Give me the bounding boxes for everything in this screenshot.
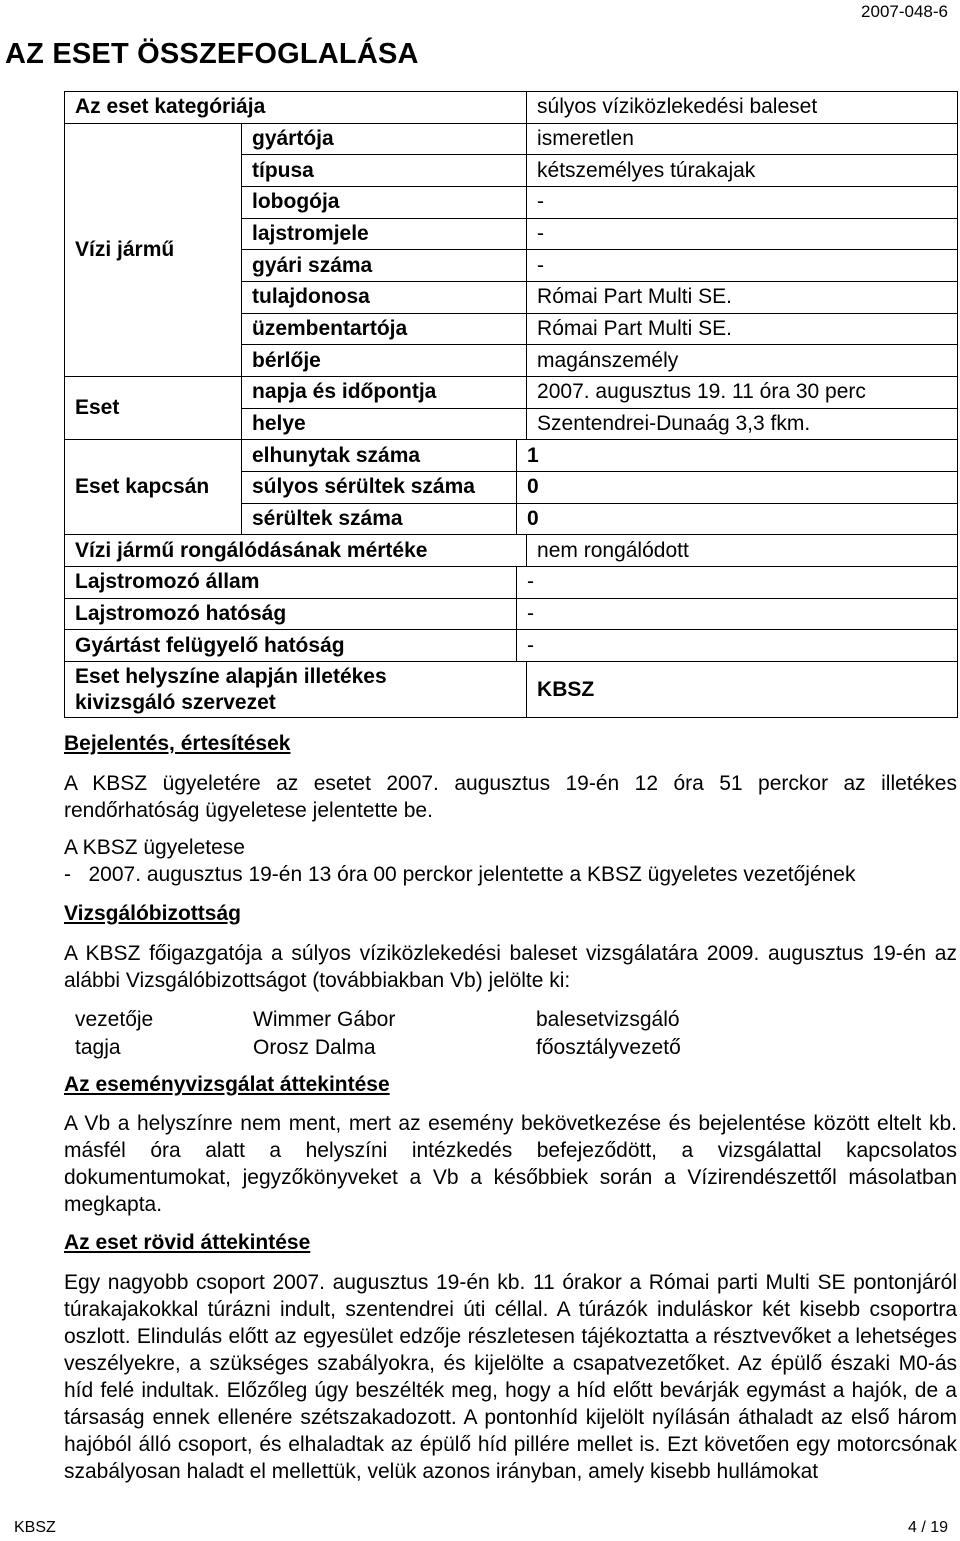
vessel-field-label: bérlője [242, 345, 527, 377]
table-row [65, 598, 958, 630]
committee-paragraph: A KBSZ főigazgatója a súlyos víziközlekedési baleset vizsgálatára 2009. augusztus 19-én az alábbi Vizsgálóbizottságot (továbbiakban Vb) jelölte ki: [64, 942, 957, 992]
page-title: AZ ESET ÖSSZEFOGLALÁSA [5, 38, 419, 70]
vessel-field-value: ismeretlen [527, 123, 958, 155]
table-row [64, 1034, 681, 1062]
page-number: 4 / 19 [907, 1519, 948, 1536]
investigator-label-line: kivizsgáló szervezet [75, 690, 276, 714]
related-label: Eset kapcsán [65, 440, 242, 535]
table-row [65, 630, 958, 662]
summary-table [64, 91, 958, 718]
vessel-field-value: - [527, 250, 958, 282]
related-field-value: 1 [517, 440, 958, 472]
vessel-field-label: gyári száma [242, 250, 527, 282]
vessel-field-label: típusa [242, 155, 527, 187]
table-row [65, 92, 958, 124]
event-field-value: Szentendrei-Dunaág 3,3 fkm. [527, 408, 958, 440]
category-label: Az eset kategóriája [65, 92, 527, 124]
vessel-field-label: lajstromjele [242, 218, 527, 250]
reports-line: - 2007. augusztus 19-én 13 óra 00 perckor jelentette a KBSZ ügyeletes vezetőjének [64, 863, 856, 886]
member-role: tagja [75, 1036, 121, 1059]
overview-heading: Az eseményvizsgálat áttekintése [64, 1073, 390, 1096]
reg-state-label: Lajstromozó állam [65, 566, 517, 598]
member-role: vezetője [75, 1008, 154, 1031]
vessel-field-value: - [527, 218, 958, 250]
member-title: főosztályvezető [536, 1036, 681, 1059]
vessel-label: Vízi jármű [65, 123, 242, 376]
category-value: súlyos víziközlekedési baleset [527, 92, 958, 124]
event-field-label: helye [242, 408, 527, 440]
vessel-field-label: lobogója [242, 186, 527, 218]
related-field-label: elhunytak száma [242, 440, 517, 472]
mfg-authority-value: - [517, 630, 958, 662]
committee-table [64, 1006, 681, 1062]
reports-heading: Bejelentés, értesítések [64, 732, 291, 755]
damage-value: nem rongálódott [527, 535, 958, 567]
member-name: Orosz Dalma [253, 1036, 376, 1059]
reports-paragraph: A KBSZ ügyeletére az esetet 2007. augusztus 19-én 12 óra 51 perckor az illetékes rendőrhatóság ügyeletese jelentette be. [64, 772, 957, 822]
investigator-value: KBSZ [527, 662, 958, 718]
reg-authority-label: Lajstromozó hatóság [65, 598, 517, 630]
mfg-authority-label: Gyártást felügyelő hatóság [65, 630, 517, 662]
table-row [65, 123, 958, 155]
committee-heading: Vizsgálóbizottság [64, 902, 241, 925]
member-name: Wimmer Gábor [253, 1008, 396, 1031]
event-label: Eset [65, 376, 242, 439]
overview-paragraph: A Vb a helyszínre nem ment, mert az esemény bekövetkezése és bejelentése között eltelt kb. másfél óra alatt a helyszíni intézkedés befejeződött, a vizsgálattal kapcsolatos dokumentumokat, jegyzőkönyveket a Vb a későbbiek során a Vízirendészettől másolatban megkapta. [64, 1112, 957, 1216]
brief-paragraph: Egy nagyobb csoport 2007. augusztus 19-én kb. 11 órakor a Római parti Multi SE pontonjáról túrakajakokkal túrázni indult, szentendrei úti céllal. A túrázók induláskor két kisebb csoportra oszlott. Elindulás előtt az egyesület edzője részletesen tájékoztatta a résztvevőket a lehetséges veszélyekre, a szükséges szabályokra, és kijelölte a csapatvezetőket. Az épülő északi M0-ás híd felé indultak. Előzőleg úgy beszélték meg, hogy a híd előtt bevárják egymást a hajók, de a társaság ennek ellenére szétszakadozott. A pontonhíd kijelölt nyílásán áthaladt az első három hajóból álló csoport, és elhaladtak az épülő híd pillére mellet is. Ezt követően egy motorcsónak szabályosan haladt el mellettük, velük azonos irányban, amely kisebb hullámokat [64, 1271, 957, 1483]
vessel-field-label: üzembentartója [242, 313, 527, 345]
vessel-field-label: gyártója [242, 123, 527, 155]
member-title: balesetvizsgáló [536, 1008, 680, 1031]
investigator-label [65, 662, 527, 718]
vessel-field-value: kétszemélyes túrakajak [527, 155, 958, 187]
related-field-value: 0 [517, 471, 958, 503]
table-row [65, 440, 958, 472]
reports-line: A KBSZ ügyeletese [64, 836, 245, 859]
event-field-label: napja és időpontja [242, 376, 527, 408]
vessel-field-label: tulajdonosa [242, 281, 527, 313]
investigator-label-line: Eset helyszíne alapján illetékes [75, 664, 387, 688]
related-field-label: súlyos sérültek száma [242, 471, 517, 503]
table-row [65, 535, 958, 567]
related-field-value: 0 [517, 503, 958, 535]
damage-label: Vízi jármű rongálódásának mértéke [65, 535, 527, 567]
vessel-field-value: magánszemély [527, 345, 958, 377]
table-row [65, 376, 958, 408]
event-field-value: 2007. augusztus 19. 11 óra 30 perc [527, 376, 958, 408]
reg-state-value: - [517, 566, 958, 598]
reg-authority-value: - [517, 598, 958, 630]
vessel-field-value: Római Part Multi SE. [527, 281, 958, 313]
table-row [65, 662, 958, 718]
table-row [65, 566, 958, 598]
vessel-field-value: - [527, 186, 958, 218]
document-id: 2007-048-6 [861, 2, 948, 21]
related-field-label: sérültek száma [242, 503, 517, 535]
vessel-field-value: Római Part Multi SE. [527, 313, 958, 345]
table-row [64, 1006, 681, 1034]
footer-org: KBSZ [14, 1519, 56, 1536]
brief-heading: Az eset rövid áttekintése [64, 1231, 311, 1254]
